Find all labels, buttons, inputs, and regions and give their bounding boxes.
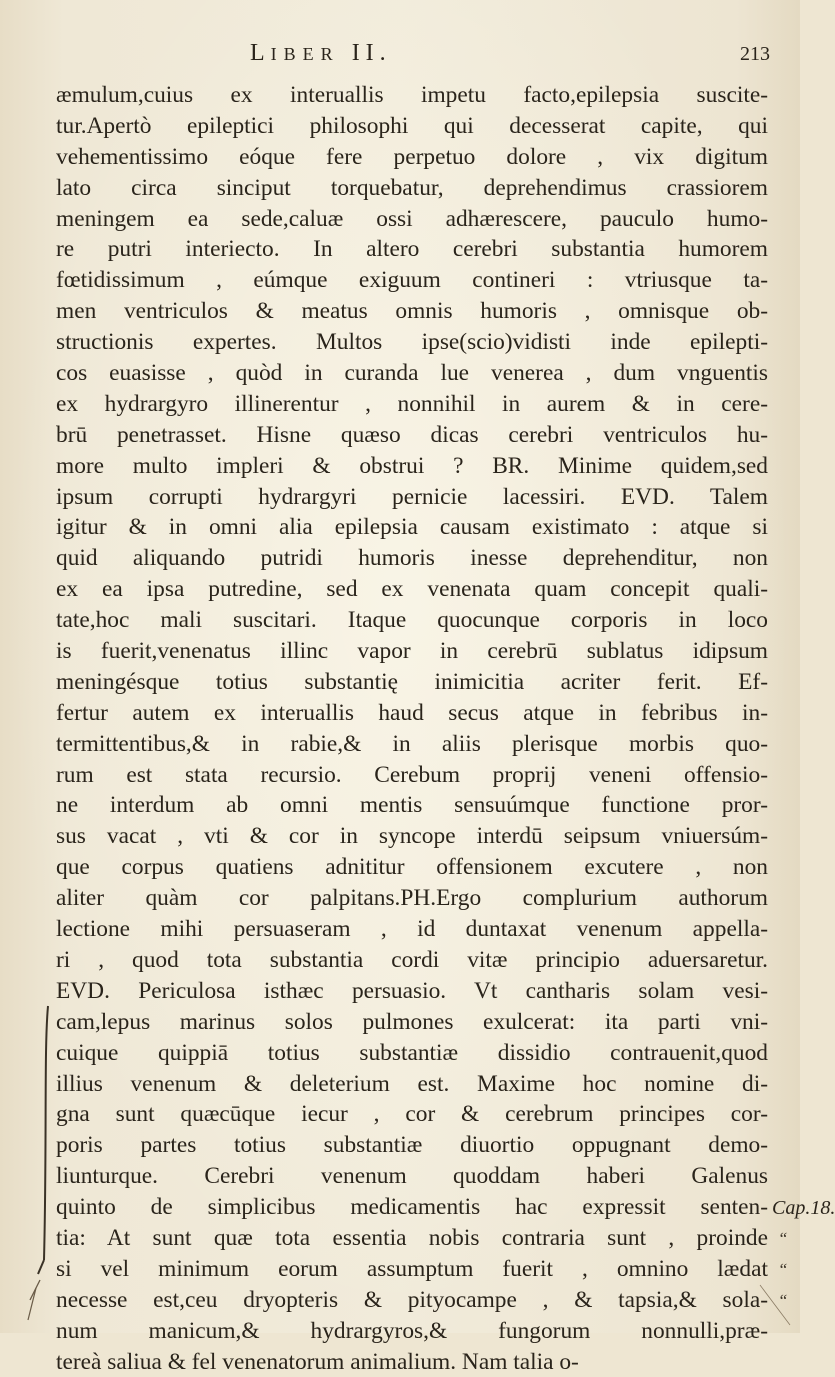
text-line: is fuerit,venenatus illinc vapor in cerebrū sublatus idipsum [56, 638, 768, 665]
text-line: poris partes totius substantiæ diuortio oppugnant demo- [56, 1132, 768, 1159]
margin-quote-mark: “ [778, 1291, 788, 1310]
text-line: rum est stata recursio. Cerebum proprij veneni offensio- [56, 761, 768, 788]
page-number: 213 [740, 43, 770, 65]
text-line: ne interdum ab omni mentis sensuúmque functione pror- [56, 792, 768, 819]
text-line: liunturque. Cerebri venenum quoddam haberi Galenus [56, 1163, 768, 1190]
text-line: termittentibus,& in rabie,& in aliis plerisque morbis quo- [56, 730, 768, 757]
text-line: si vel minimum eorum assumptum fuerit , omnino lædat [56, 1255, 768, 1282]
text-line: que corpus quatiens adnititur offensionem excutere , non [56, 854, 768, 881]
text-line: tate,hoc mali suscitari. Itaque quocunque corporis in loco [56, 607, 768, 634]
text-line: more multo impleri & obstrui ? BR. Minime quidem,sed [56, 452, 768, 479]
text-line: vehementissimo eóque fere perpetuo dolore , vix digitum [56, 143, 768, 170]
text-line: lectione mihi persuaseram , id duntaxat venenum appella- [56, 916, 768, 943]
text-line: fertur autem ex interuallis haud secus atque in febribus in- [56, 699, 768, 726]
text-line: quid aliquando putridi humoris inesse deprehenditur, non [56, 545, 768, 572]
text-line: gna sunt quæcūque iecur , cor & cerebrum principes cor- [56, 1101, 768, 1128]
text-line: ex hydrargyro illinerentur , nonnihil in aurem & in cere- [56, 390, 768, 417]
text-line: quinto de simplicibus medicamentis hac expressit senten- [56, 1194, 768, 1221]
text-line: æmulum,cuius ex interuallis impetu facto,epilepsia suscite- [56, 82, 768, 108]
text-line: men ventriculos & meatus omnis humoris , omnisque ob- [56, 298, 768, 325]
text-line: fœtidissimum , eúmque exiguum contineri : vtriusque ta- [56, 267, 768, 294]
text-line: cuique quippiā totius substantiæ dissidio contrauenit,quod [56, 1039, 768, 1066]
text-line: necesse est,ceu dryopteris & pityocampe , & tapsia,& sola- [56, 1286, 768, 1313]
text-line: meningem ea sede,caluæ ossi adhærescere, pauculo humo- [56, 205, 768, 232]
text-line: re putri interiecto. In altero cerebri substantia humorem [56, 236, 768, 263]
text-line: lato circa sinciput torquebatur, deprehendimus crassiorem [56, 174, 768, 201]
text-line: ipsum corrupti hydrargyri pernicie lacessiri. EVD. Talem [56, 483, 768, 510]
text-line: tia: At sunt quæ tota essentia nobis contraria sunt , proinde [56, 1224, 768, 1251]
text-line: igitur & in omni alia epilepsia causam existimato : atque si [56, 514, 768, 541]
text-line: EVD. Periculosa isthæc persuasio. Vt cantharis solam vesi- [56, 977, 768, 1004]
text-line: tur.Apertò epileptici philosophi qui decesserat capite, qui [56, 112, 768, 139]
margin-quote-mark: “ [778, 1229, 788, 1248]
text-line: cam,lepus marinus solos pulmones exulcerat: ita parti vni- [56, 1008, 768, 1035]
text-line: structionis expertes. Multos ipse(scio)vidisti inde epilepti- [56, 329, 768, 356]
running-head-number: II. [351, 40, 392, 66]
margin-chapter-note: Cap.18. [772, 1197, 835, 1219]
text-line: ri , quod tota substantia cordi vitæ principio aduersaretur. [56, 946, 768, 973]
text-line: tereà saliua & fel venenatorum animalium. Nam talia o- [56, 1348, 579, 1375]
text-line: sus vacat , vti & cor in syncope interdū seipsum vniuersúm- [56, 823, 768, 850]
margin-quote-mark: “ [778, 1260, 788, 1279]
text-line: num manicum,& hydrargyros,& fungorum nonnulli,præ- [56, 1317, 768, 1344]
running-head-rest: IBER [270, 44, 340, 64]
text-line: brū penetrasset. Hisne quæso dicas cerebri ventriculos hu- [56, 421, 768, 448]
running-head-cap: L [250, 40, 271, 66]
text-line: aliter quàm cor palpitans.PH.Ergo complurium authorum [56, 885, 768, 912]
text-line: ex ea ipsa putredine, sed ex venenata quam concepit quali- [56, 576, 768, 603]
text-line: cos euasisse , quòd in curanda lue venerea , dum vnguentis [56, 360, 768, 387]
text-line: meningésque totius substantię inimicitia acriter ferit. Ef- [56, 668, 768, 695]
text-line: illius venenum & deleterium est. Maxime hoc nomine di- [56, 1070, 768, 1097]
